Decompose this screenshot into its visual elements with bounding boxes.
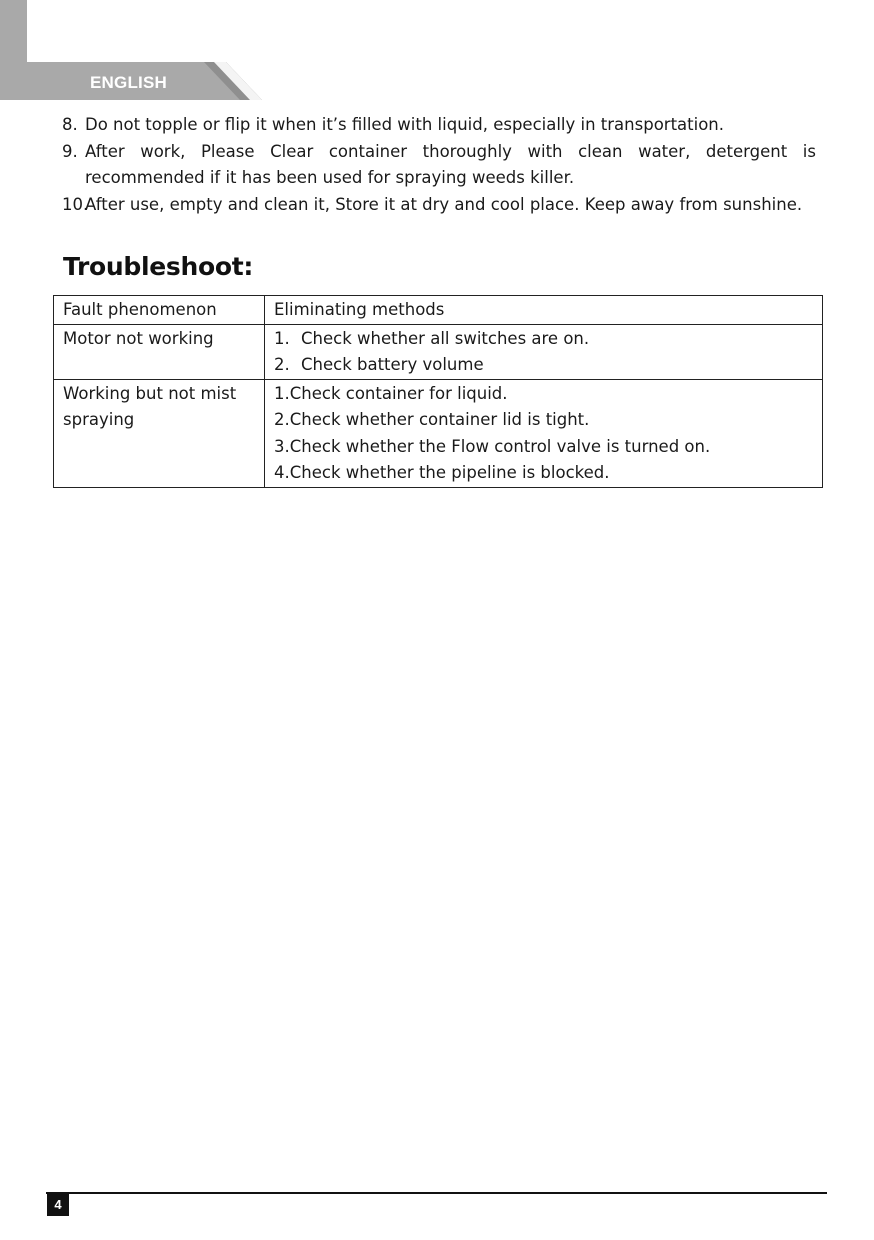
method-step	[274, 381, 813, 408]
instruction-item	[62, 112, 816, 139]
instruction-number: 9.	[62, 141, 83, 161]
section-title: Troubleshoot:	[63, 252, 254, 281]
method-step	[274, 460, 813, 487]
table-row	[54, 379, 823, 487]
instruction-number: 10.	[62, 194, 89, 214]
table-row	[54, 324, 823, 379]
page-number: 4	[47, 1194, 69, 1216]
method-step	[274, 326, 813, 353]
methods-cell	[265, 324, 823, 379]
footer-rule	[46, 1192, 827, 1194]
instruction-number: 8.	[62, 115, 83, 134]
methods-cell	[265, 379, 823, 487]
instruction-item	[62, 139, 816, 192]
step-number: 2.	[274, 410, 290, 429]
step-text: Check whether the Flow control valve is turned on.	[289, 436, 711, 456]
language-header-tab	[0, 0, 262, 100]
troubleshoot-table	[53, 295, 823, 488]
step-number: 1.	[274, 328, 290, 348]
instruction-text: After work, Please Clear container thoroughly with clean water, detergent is recommended if it has been used for spraying weeds killer.	[85, 141, 816, 187]
instruction-item	[62, 192, 816, 219]
instruction-text: Do not topple or flip it when it’s filled with liquid, especially in transportation.	[85, 115, 725, 134]
step-text: Check whether the pipeline is blocked.	[289, 463, 610, 482]
fault-cell: Motor not working	[54, 324, 265, 379]
step-text: Check container for liquid.	[289, 383, 508, 403]
step-text: Check whether all switches are on.	[301, 328, 590, 348]
method-step	[274, 407, 813, 434]
language-label: ENGLISH	[90, 73, 167, 92]
step-text: Check battery volume	[301, 355, 484, 374]
step-number: 3.	[274, 436, 290, 456]
fault-cell: Working but not mist spraying	[54, 379, 265, 487]
instructions-list	[62, 112, 816, 218]
column-header-method: Eliminating methods	[265, 296, 823, 325]
column-header-fault: Fault phenomenon	[54, 296, 265, 325]
instruction-text: After use, empty and clean it, Store it at dry and cool place. Keep away from sunshine.	[85, 194, 803, 214]
method-step	[274, 352, 813, 379]
method-step	[274, 434, 813, 461]
table-header-row	[54, 296, 823, 325]
step-text: Check whether container lid is tight.	[289, 410, 590, 429]
step-number: 4.	[274, 463, 290, 482]
step-number: 2.	[274, 355, 290, 374]
step-number: 1.	[274, 383, 290, 403]
